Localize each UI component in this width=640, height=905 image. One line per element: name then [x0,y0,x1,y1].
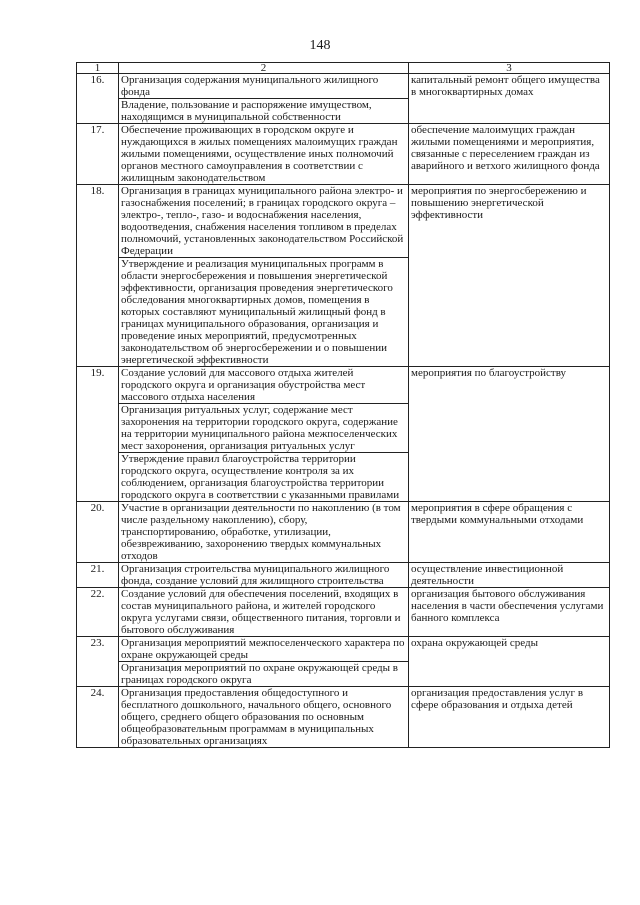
authority-text: Утверждение и реализация муниципальных программ в области энергосбережения и повышения энергетической эффективности, организация проведения энергетического обследования многоквартирных домов, помещения в которых составляют муниципальный жилищный фонд в границах муниципального образования, организация и проведение иных мероприятий, предусмотренных законодательством об энергосбережении и о повышении энергетической эффективности [119,257,408,366]
authority-cell [119,74,409,124]
table-row [77,588,610,637]
authority-text: Организация строительства муниципального жилищного фонда, создание условий для жилищного строительства [121,563,390,587]
measure-text: мероприятия по благоустройству [409,367,610,502]
table-row [77,637,610,687]
measures-table [76,62,610,748]
table-row [77,124,610,185]
authority-cell [119,367,409,502]
measure-text: мероприятия в сфере обращения с твердыми коммунальными отходами [409,502,610,563]
authority-cell [119,502,409,563]
row-number: 16. [77,74,119,124]
authority-cell [119,588,409,637]
row-number: 22. [77,588,119,637]
authority-text: Создание условий для обеспечения поселений, входящих в состав муниципального района, и жителей городского округа услугами связи, общественного питания, торговли и бытового обслуживания [121,588,401,636]
authority-text: Организация содержания муниципального жилищного фонда [121,74,379,98]
measure-text: мероприятия по энергосбережению и повышению энергетической эффективности [409,185,610,367]
row-number: 23. [77,637,119,687]
table-row [77,502,610,563]
measure-text: капитальный ремонт общего имущества в многоквартирных домах [409,74,610,124]
table-row [77,74,610,124]
row-number: 19. [77,367,119,502]
header-row [77,63,610,74]
page-number: 148 [309,38,331,53]
authority-text: Обеспечение проживающих в городском округе и нуждающихся в жилых помещениях малоимущих граждан жилыми помещениями, осуществление иных полномочий органов местного самоуправления в соответствии с жилищным законодательством [121,124,398,184]
measure-text: организация предоставления услуг в сфере образования и отдыха детей [409,687,610,748]
column-header-2: 2 [119,63,409,74]
authority-text: Владение, пользование и распоряжение имуществом, находящимся в муниципальной собственности [119,98,408,123]
authority-cell [119,637,409,687]
table-row [77,367,610,502]
measure-text: осуществление инвестиционной деятельности [409,563,610,588]
measure-text: обеспечение малоимущих граждан жилыми помещениями и мероприятия, связанные с переселением граждан из аварийного и ветхого жилищного фонда [409,124,610,185]
authority-text: Организация мероприятий межпоселенческого характера по охране окружающей среды [121,637,405,661]
column-header-1: 1 [77,63,119,74]
table-row [77,563,610,588]
column-header-3: 3 [409,63,610,74]
authority-text: Организация мероприятий по охране окружающей среды в границах городского округа [119,661,408,686]
row-number: 18. [77,185,119,367]
authority-cell [119,563,409,588]
table-row [77,185,610,367]
authority-text: Организация в границах муниципального района электро- и газоснабжения поселений; в границах городского округа – электро-, тепло-, газо- и водоснабжения населения, водоотведения, снабжения населения топливом в пределах полномочий, установленных законодательством Российской Федерации [121,185,404,257]
row-number: 17. [77,124,119,185]
authority-cell [119,185,409,367]
authority-text: Участие в организации деятельности по накоплению (в том числе раздельному накоплению), сбору, транспортированию, обработке, утилизации, обезвреживанию, захоронению твердых коммунальных отходов [121,502,401,562]
row-number: 20. [77,502,119,563]
authority-cell [119,687,409,748]
authority-cell [119,124,409,185]
authority-text: Создание условий для массового отдыха жителей городского округа и организация обустройства мест массового отдыха населения [121,367,366,403]
measure-text: организация бытового обслуживания населения в части обеспечения услугами банного комплекса [409,588,610,637]
authority-text: Организация ритуальных услуг, содержание мест захоронения на территории городского округа, содержание на территории муниципального района межпоселенческих мест захоронения, организация ритуальных услуг [119,403,408,452]
row-number: 21. [77,563,119,588]
row-number: 24. [77,687,119,748]
authority-text: Организация предоставления общедоступного и бесплатного дошкольного, начального общего, основного общего, среднего общего образования по основным общеобразовательным программам в муниципальных образовательных организациях [121,687,392,747]
authority-text: Утверждение правил благоустройства территории городского округа, осуществление контроля за их соблюдением, организация благоустройства территории городского округа в соответствии с указанными правилами [119,452,408,501]
table-row [77,687,610,748]
measure-text: охрана окружающей среды [409,637,610,687]
